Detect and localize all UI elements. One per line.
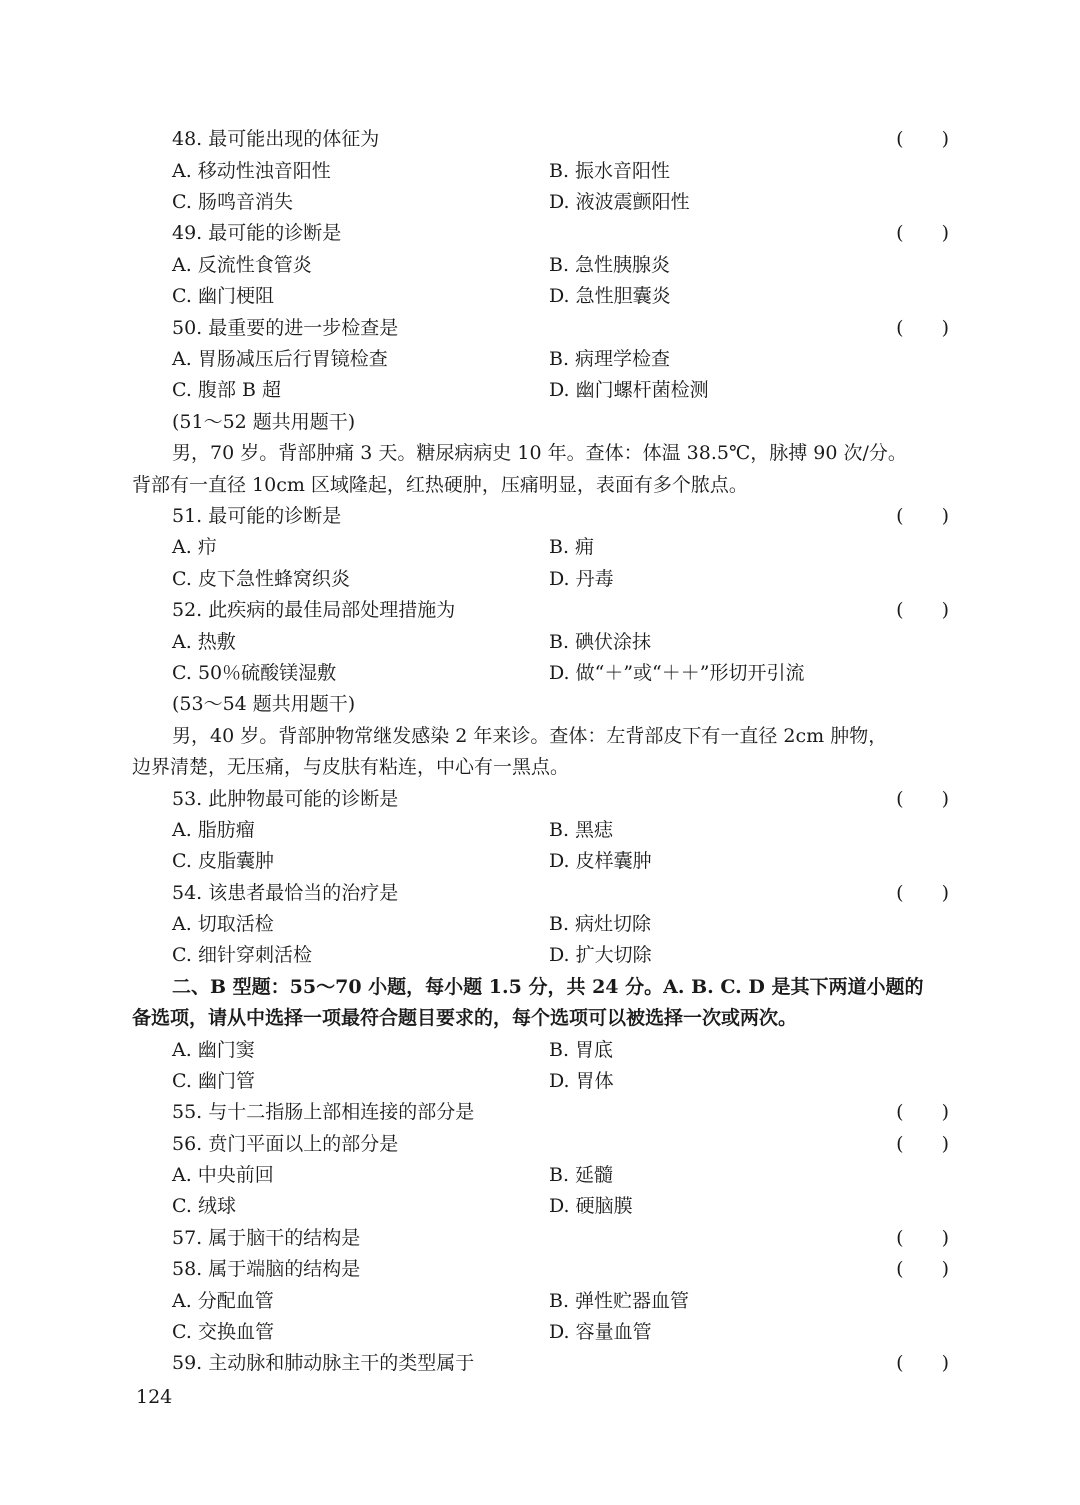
option-row bbox=[0, 187, 1080, 218]
shared-stem-line bbox=[0, 470, 1080, 501]
option-row bbox=[0, 532, 1080, 563]
option-b: B. 痈 bbox=[549, 536, 595, 558]
group-label: (51～52 题共用题干) bbox=[172, 411, 356, 433]
question-stem: 58. 属于端脑的结构是 bbox=[172, 1258, 361, 1280]
answer-blank: ( ) bbox=[896, 1352, 949, 1374]
answer-blank: ( ) bbox=[896, 1227, 949, 1249]
option-a: A. 疖 bbox=[172, 536, 217, 558]
shared-stem-line bbox=[0, 752, 1080, 783]
option-row bbox=[0, 658, 1080, 689]
case-text: 边界清楚，无压痛，与皮肤有粘连，中心有一黑点。 bbox=[132, 756, 570, 778]
option-row bbox=[0, 815, 1080, 846]
option-d: D. 做“＋”或“＋＋”形切开引流 bbox=[549, 662, 805, 684]
option-d: D. 扩大切除 bbox=[549, 944, 652, 966]
option-c: C. 幽门管 bbox=[172, 1070, 255, 1092]
option-d: D. 丹毒 bbox=[549, 568, 614, 590]
option-row bbox=[0, 344, 1080, 375]
case-text: 男，40 岁。背部肿物常继发感染 2 年来诊。查体：左背部皮下有一直径 2cm 肿物， bbox=[172, 725, 888, 747]
option-c: C. 肠鸣音消失 bbox=[172, 191, 293, 213]
option-row bbox=[0, 156, 1080, 187]
shared-stem-line bbox=[0, 438, 1080, 469]
option-a: A. 中央前回 bbox=[172, 1164, 274, 1186]
question-stem: 48. 最可能出现的体征为 bbox=[172, 128, 380, 150]
shared-stem-line bbox=[0, 721, 1080, 752]
option-row bbox=[0, 281, 1080, 312]
question-stem: 51. 最可能的诊断是 bbox=[172, 505, 342, 527]
question-48 bbox=[0, 124, 1080, 155]
section-heading bbox=[0, 1003, 1080, 1034]
option-b: B. 黑痣 bbox=[549, 819, 614, 841]
option-a: A. 脂肪瘤 bbox=[172, 819, 255, 841]
option-c: C. 腹部 B 超 bbox=[172, 379, 281, 401]
answer-blank: ( ) bbox=[896, 317, 949, 339]
question-stem: 59. 主动脉和肺动脉主干的类型属于 bbox=[172, 1352, 475, 1374]
section-heading-line: 二、B 型题：55～70 小题，每小题 1.5 分，共 24 分。A. B. C. D 是其下两道小题的 bbox=[172, 976, 924, 998]
option-a: A. 幽门窦 bbox=[172, 1039, 255, 1061]
case-text: 背部有一直径 10cm 区域隆起，红热硬肿，压痛明显，表面有多个脓点。 bbox=[132, 474, 748, 496]
answer-blank: ( ) bbox=[896, 222, 949, 244]
question-stem: 49. 最可能的诊断是 bbox=[172, 222, 342, 244]
answer-blank: ( ) bbox=[896, 1101, 949, 1123]
question-stem: 54. 该患者最恰当的治疗是 bbox=[172, 882, 399, 904]
question-50 bbox=[0, 313, 1080, 344]
option-c: C. 皮下急性蜂窝织炎 bbox=[172, 568, 350, 590]
page-number: 124 bbox=[136, 1386, 173, 1408]
option-b: B. 振水音阳性 bbox=[549, 160, 671, 182]
option-row bbox=[0, 564, 1080, 595]
shared-stem-label bbox=[0, 689, 1080, 720]
option-row bbox=[0, 940, 1080, 971]
question-51 bbox=[0, 501, 1080, 532]
option-a: A. 胃肠减压后行胃镜检查 bbox=[172, 348, 388, 370]
question-55 bbox=[0, 1097, 1080, 1128]
answer-blank: ( ) bbox=[896, 882, 949, 904]
option-d: D. 皮样囊肿 bbox=[549, 850, 652, 872]
question-52 bbox=[0, 595, 1080, 626]
option-row bbox=[0, 1317, 1080, 1348]
option-row bbox=[0, 909, 1080, 940]
question-57 bbox=[0, 1223, 1080, 1254]
option-a: A. 移动性浊音阳性 bbox=[172, 160, 331, 182]
section-heading bbox=[0, 972, 1080, 1003]
question-stem: 57. 属于脑干的结构是 bbox=[172, 1227, 361, 1249]
question-stem: 50. 最重要的进一步检查是 bbox=[172, 317, 399, 339]
option-c: C. 50％硫酸镁湿敷 bbox=[172, 662, 337, 684]
question-49 bbox=[0, 218, 1080, 249]
option-row bbox=[0, 375, 1080, 406]
question-stem: 55. 与十二指肠上部相连接的部分是 bbox=[172, 1101, 475, 1123]
question-58 bbox=[0, 1254, 1080, 1285]
answer-blank: ( ) bbox=[896, 128, 949, 150]
option-a: A. 分配血管 bbox=[172, 1290, 274, 1312]
option-d: D. 急性胆囊炎 bbox=[549, 285, 671, 307]
option-b: B. 延髓 bbox=[549, 1164, 614, 1186]
option-row bbox=[0, 627, 1080, 658]
option-b: B. 弹性贮器血管 bbox=[549, 1290, 690, 1312]
answer-blank: ( ) bbox=[896, 788, 949, 810]
question-stem: 56. 贲门平面以上的部分是 bbox=[172, 1133, 399, 1155]
group-label: (53～54 题共用题干) bbox=[172, 693, 356, 715]
case-text: 男，70 岁。背部肿痛 3 天。糖尿病病史 10 年。查体：体温 38.5℃，脉搏 90 次/分。 bbox=[172, 442, 907, 464]
answer-blank: ( ) bbox=[896, 505, 949, 527]
option-b: B. 病理学检查 bbox=[549, 348, 671, 370]
option-b: B. 急性胰腺炎 bbox=[549, 254, 671, 276]
option-row bbox=[0, 846, 1080, 877]
question-stem: 52. 此疾病的最佳局部处理措施为 bbox=[172, 599, 456, 621]
question-59 bbox=[0, 1348, 1080, 1379]
option-d: D. 容量血管 bbox=[549, 1321, 652, 1343]
option-row bbox=[0, 1066, 1080, 1097]
question-54 bbox=[0, 878, 1080, 909]
question-stem: 53. 此肿物最可能的诊断是 bbox=[172, 788, 399, 810]
option-b: B. 病灶切除 bbox=[549, 913, 652, 935]
option-row bbox=[0, 250, 1080, 281]
question-56 bbox=[0, 1129, 1080, 1160]
option-a: A. 热敷 bbox=[172, 631, 236, 653]
option-d: D. 液波震颤阳性 bbox=[549, 191, 690, 213]
option-c: C. 绒球 bbox=[172, 1195, 236, 1217]
shared-stem-label bbox=[0, 407, 1080, 438]
option-row bbox=[0, 1160, 1080, 1191]
answer-blank: ( ) bbox=[896, 1133, 949, 1155]
option-c: C. 交换血管 bbox=[172, 1321, 274, 1343]
answer-blank: ( ) bbox=[896, 599, 949, 621]
option-c: C. 幽门梗阻 bbox=[172, 285, 274, 307]
option-c: C. 细针穿刺活检 bbox=[172, 944, 312, 966]
option-a: A. 反流性食管炎 bbox=[172, 254, 312, 276]
answer-blank: ( ) bbox=[896, 1258, 949, 1280]
option-c: C. 皮脂囊肿 bbox=[172, 850, 274, 872]
option-b: B. 胃底 bbox=[549, 1039, 614, 1061]
option-d: D. 硬脑膜 bbox=[549, 1195, 633, 1217]
option-row bbox=[0, 1286, 1080, 1317]
option-a: A. 切取活检 bbox=[172, 913, 274, 935]
question-53 bbox=[0, 784, 1080, 815]
option-row bbox=[0, 1191, 1080, 1222]
option-d: D. 胃体 bbox=[549, 1070, 614, 1092]
option-row bbox=[0, 1035, 1080, 1066]
option-d: D. 幽门螺杆菌检测 bbox=[549, 379, 709, 401]
section-heading-line: 备选项，请从中选择一项最符合题目要求的，每个选项可以被选择一次或两次。 bbox=[132, 1007, 798, 1029]
option-b: B. 碘伏涂抹 bbox=[549, 631, 652, 653]
